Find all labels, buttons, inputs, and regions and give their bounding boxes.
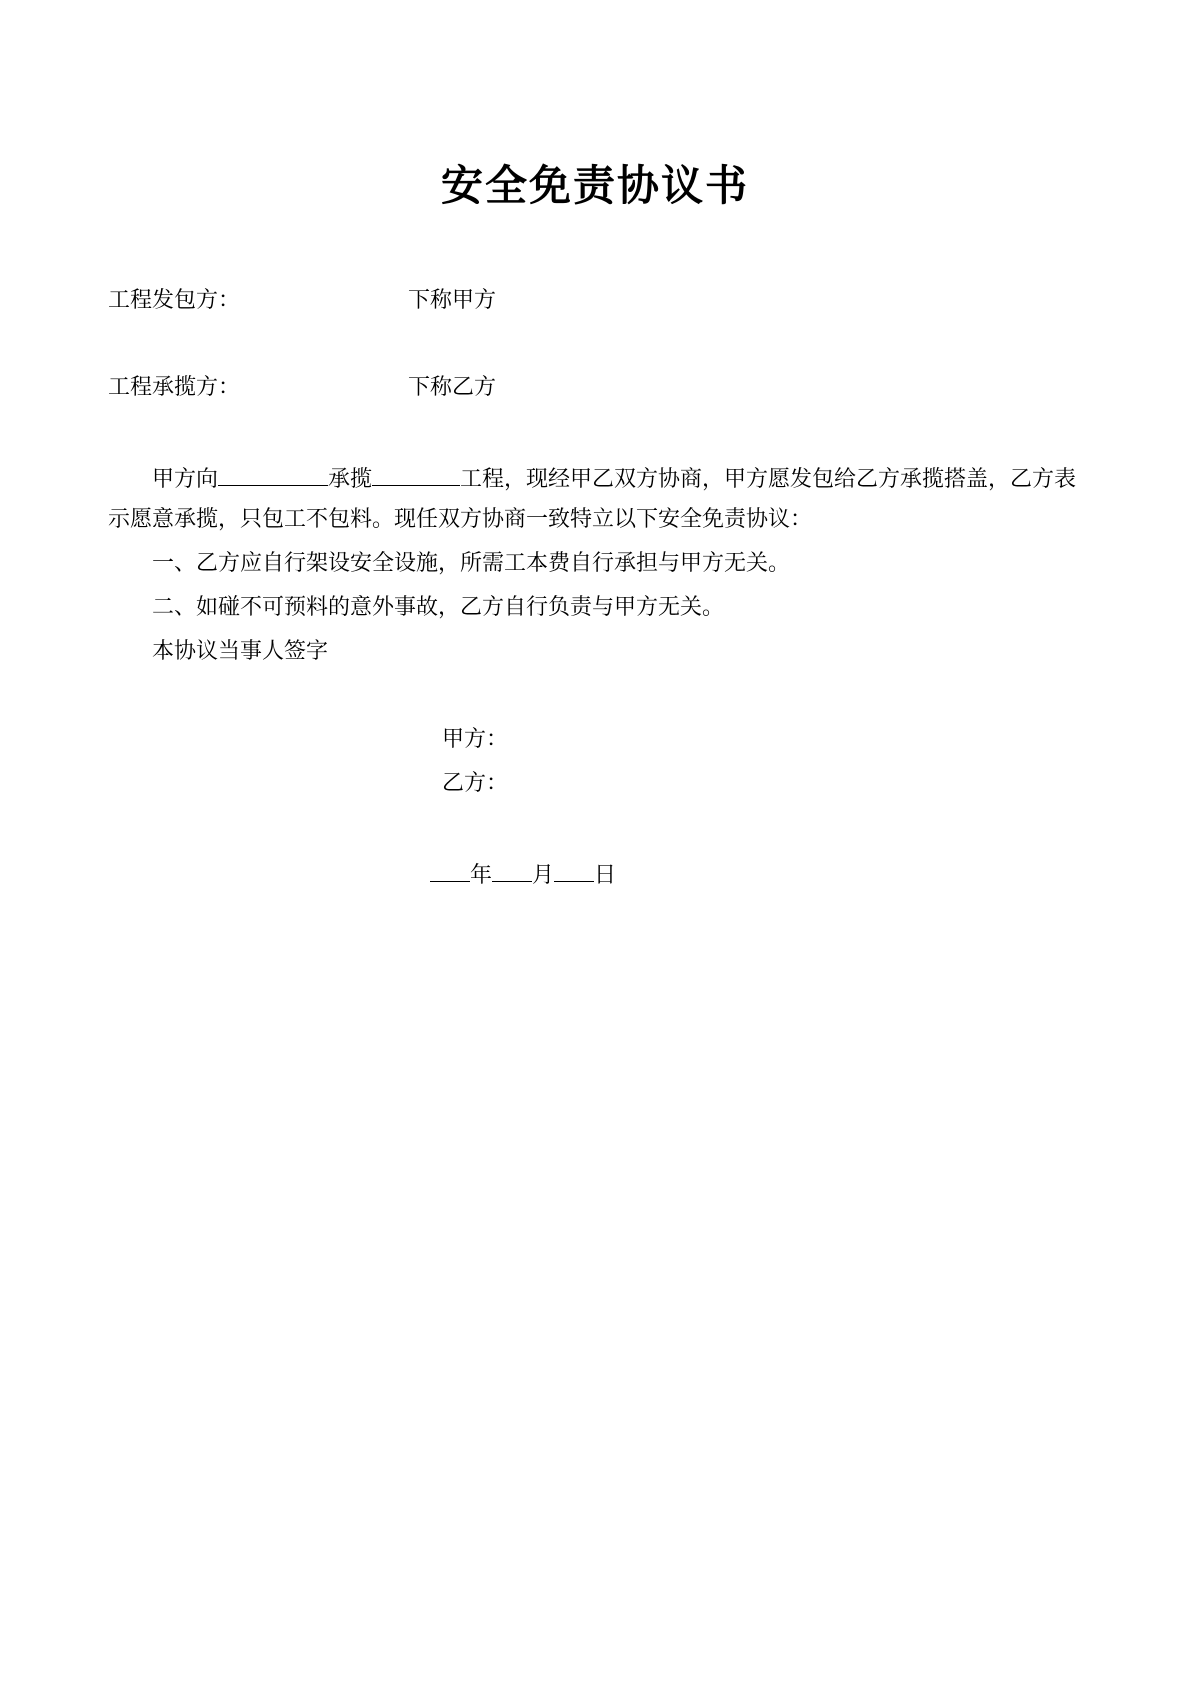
signing-note: 本协议当事人签字 [152, 639, 329, 664]
signature-party-b: 乙方： [442, 771, 509, 796]
document-title: 安全免责协议书 [440, 161, 749, 210]
body-line-1-seg3: 工程，现经甲乙双方协商，甲方愿发包给乙方承揽搭盖，乙方表 [460, 467, 1077, 492]
signature-party-a: 甲方： [442, 727, 509, 752]
party-b-alias: 下称乙方 [408, 375, 497, 400]
party-b-label: 工程承揽方： [108, 375, 241, 400]
month-blank [492, 857, 532, 882]
body-line-1-seg1: 甲方向 [152, 467, 219, 492]
party-a-row [108, 286, 708, 316]
party-a-alias: 下称甲方 [408, 288, 497, 313]
date-month: 月 [532, 863, 555, 888]
body-line-1 [152, 461, 1076, 495]
date-year: 年 [470, 863, 493, 888]
clause-2: 二、如碰不可预料的意外事故，乙方自行负责与甲方无关。 [152, 595, 725, 620]
date-line [430, 857, 616, 891]
clause-1: 一、乙方应自行架设安全设施，所需工本费自行承担与甲方无关。 [152, 551, 791, 576]
day-blank [554, 857, 594, 882]
party-a-label: 工程发包方： [108, 288, 241, 313]
year-blank [430, 857, 470, 882]
project-owner-blank [218, 461, 328, 486]
body-line-1-seg2: 承揽 [328, 467, 373, 492]
party-b-row [108, 373, 708, 403]
project-name-blank [372, 461, 460, 486]
body-line-2: 示愿意承揽，只包工不包料。现任双方协商一致特立以下安全免责协议： [108, 507, 813, 532]
date-day: 日 [594, 863, 617, 888]
